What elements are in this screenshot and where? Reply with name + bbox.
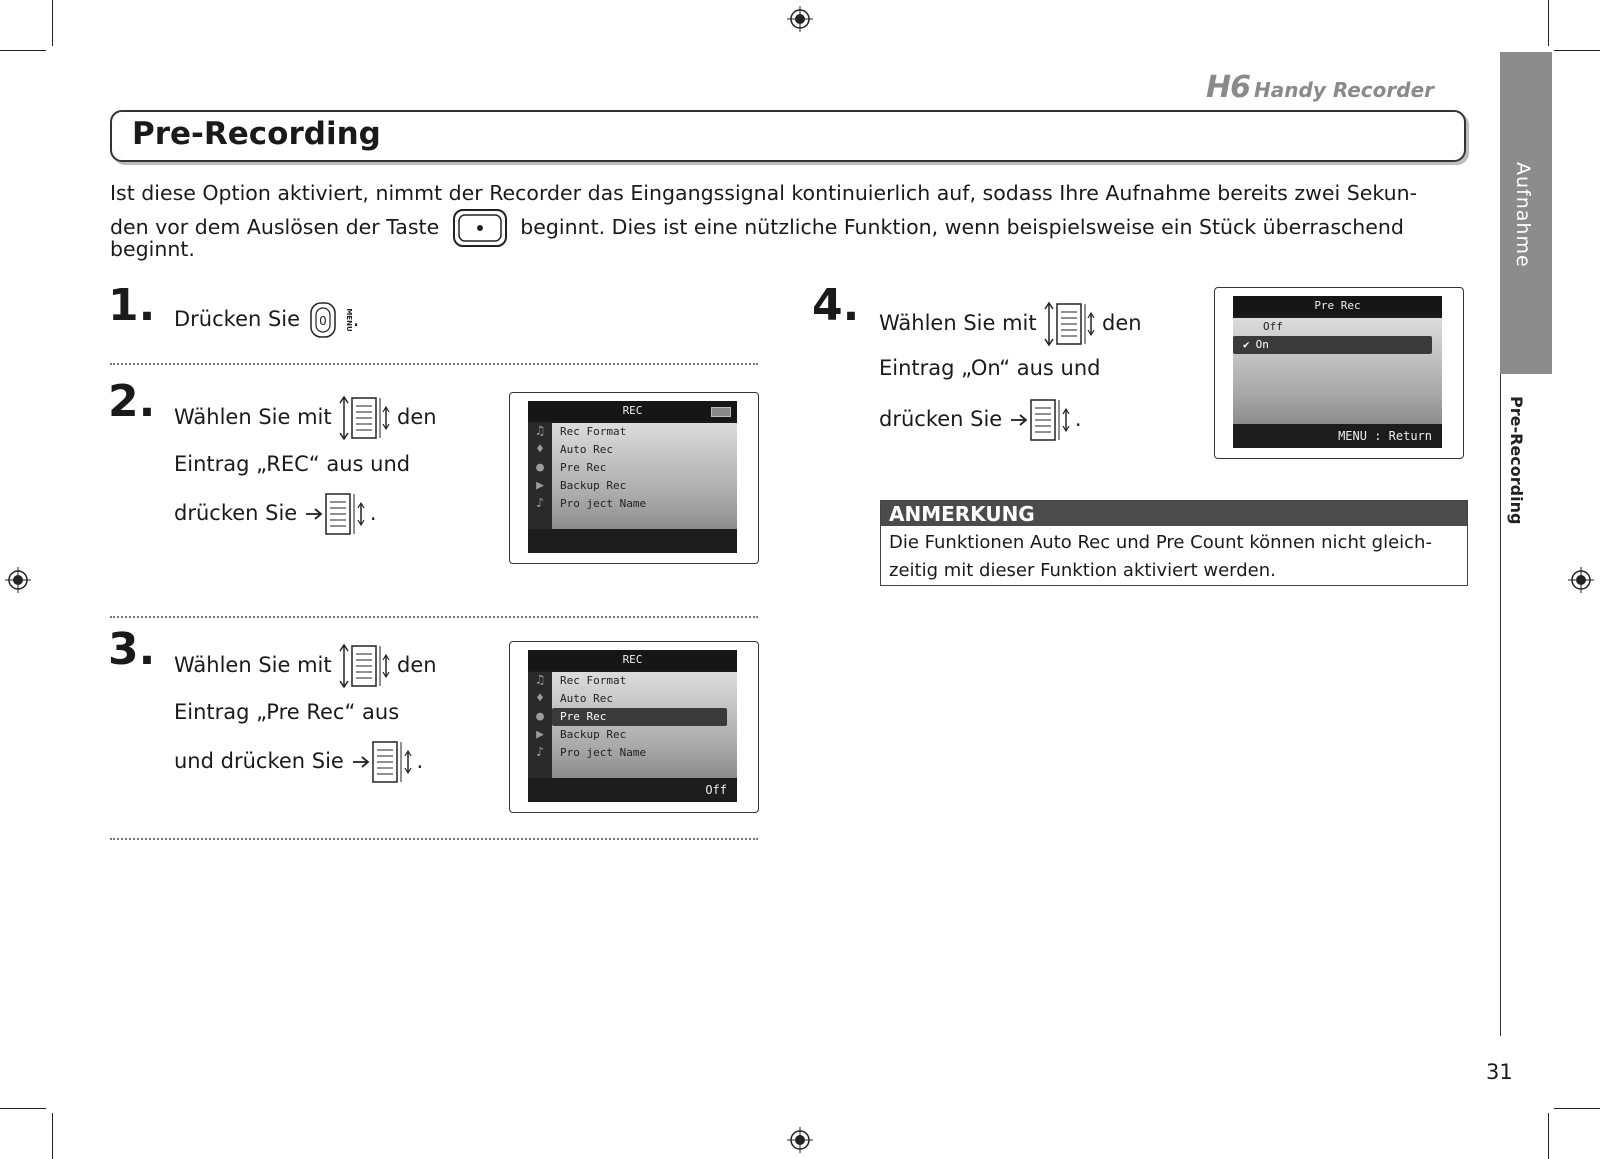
step-1-line-1: Drücken Sie [174, 307, 301, 331]
intro-line-2b: beginnt. Dies ist eine nützliche Funktion, wenn beispielsweise ein Stück überraschend [520, 215, 1404, 239]
battery-icon [711, 407, 731, 417]
step-2-line-1 [174, 394, 437, 442]
play-icon: ▶ [536, 727, 544, 742]
step-1-number: 1. [108, 280, 156, 331]
step-2-text-d: . [369, 501, 377, 525]
push-wheel-icon [351, 738, 417, 786]
note-text [889, 529, 1461, 585]
lcd-frame-step-2 [509, 392, 759, 564]
lcd-frame-step-3 [509, 641, 759, 813]
lcd-menu-item[interactable]: Auto Rec [560, 443, 613, 456]
lcd-screen [528, 401, 737, 553]
lcd-screen [528, 650, 737, 802]
lcd-menu-item[interactable]: Backup Rec [560, 728, 627, 741]
step-2-line-2: Eintrag „REC“ aus und [174, 452, 411, 476]
intro-line-1: Ist diese Option aktiviert, nimmt der Recorder das Eingangssignal kontinuierlich auf, sodass Ihre Aufnahme bereits zwei Sekun- [110, 181, 1417, 205]
step-4-number: 4. [812, 280, 860, 331]
intro-line-2a: den vor dem Auslösen der Taste [110, 215, 440, 239]
lcd-menu-item[interactable]: Rec Format [560, 425, 627, 438]
step-1-text [174, 300, 359, 340]
step-3-text-b: den [397, 653, 437, 677]
step-3-number: 3. [108, 624, 156, 675]
side-rule [1500, 374, 1501, 1036]
product-header [1206, 70, 1434, 105]
lcd-side-icons [528, 672, 552, 778]
lcd-header: REC [528, 401, 737, 421]
lcd-footer: Off [705, 783, 727, 797]
step-3-text-d: . [416, 749, 424, 773]
note-line-2: zeitig mit dieser Funktion aktiviert werden. [889, 560, 1276, 581]
step-4-text-b: den [1102, 311, 1142, 335]
crop-mark [1548, 1113, 1549, 1159]
lcd-option-on-selected[interactable] [1233, 336, 1432, 354]
crop-mark [0, 1108, 46, 1109]
lcd-menu-list [552, 423, 737, 529]
scroll-wheel-icon [338, 642, 390, 690]
current-topic-label: Pre-Recording [1507, 396, 1526, 525]
folder-icon: ♫ [536, 673, 544, 688]
step-2-text-b: den [397, 405, 437, 429]
lcd-header: REC [528, 650, 737, 670]
section-tab-label: Aufnahme [1512, 162, 1534, 268]
crop-mark [52, 1113, 53, 1159]
note-box [880, 500, 1468, 586]
lcd-menu-item[interactable]: Pro ject Name [560, 497, 647, 510]
step-2-line-3 [174, 490, 377, 538]
lcd-option-list [1233, 318, 1442, 424]
intro-line-3: beginnt. [110, 237, 195, 261]
step-divider [110, 363, 758, 365]
step-4-text-c: drücken Sie [879, 407, 1003, 431]
lcd-menu-item[interactable]: Backup Rec [560, 479, 627, 492]
lcd-header: Pre Rec [1233, 296, 1442, 316]
lcd-screen [1233, 296, 1442, 448]
music-file-icon: ♪ [536, 745, 544, 760]
svg-text:0: 0 [318, 314, 327, 328]
step-4-line-1 [879, 300, 1142, 348]
record-icon: ● [536, 709, 544, 724]
lcd-menu-item-selected[interactable]: Pre Rec [552, 708, 727, 726]
music-file-icon: ♪ [536, 496, 544, 511]
lcd-footer [528, 529, 737, 553]
crop-mark [52, 0, 53, 46]
registration-mark-icon [787, 1127, 813, 1153]
menu-label: MENU [344, 308, 353, 332]
option-label: On [1255, 338, 1269, 351]
registration-mark-icon [5, 567, 31, 593]
lcd-menu-item[interactable]: Rec Format [560, 674, 627, 687]
step-3-line-1 [174, 642, 437, 690]
checkmark-icon: ✔ [1243, 338, 1250, 351]
page-title: Pre-Recording [132, 116, 381, 152]
crop-mark [0, 50, 46, 51]
push-wheel-icon [1009, 396, 1075, 444]
crop-mark [1554, 1108, 1600, 1109]
lcd-side-icons [528, 423, 552, 529]
lcd-menu-item[interactable]: Pre Rec [560, 461, 607, 474]
registration-mark-icon [787, 6, 813, 32]
registration-mark-icon [1568, 567, 1594, 593]
step-3-line-2: Eintrag „Pre Rec“ aus [174, 700, 400, 724]
step-4-line-3 [879, 396, 1082, 444]
crop-mark [1548, 0, 1549, 46]
crop-mark [1554, 50, 1600, 51]
step-2-text-a: Wählen Sie mit [174, 405, 332, 429]
intro-line-2 [110, 208, 1404, 248]
product-name: Handy Recorder [1254, 78, 1434, 102]
step-2-text-c: drücken Sie [174, 501, 298, 525]
page-number: 31 [1486, 1060, 1513, 1084]
scroll-wheel-icon [338, 394, 390, 442]
lcd-menu-list [552, 672, 737, 778]
lcd-frame-step-4 [1214, 287, 1464, 459]
title-box [110, 110, 1466, 162]
folder-icon: ♫ [536, 424, 544, 439]
step-1-line-2: . [352, 307, 360, 331]
note-heading: ANMERKUNG [881, 501, 1467, 526]
product-model: H6 [1206, 70, 1251, 105]
section-tab[interactable] [1500, 52, 1552, 374]
mic-icon: ♦ [536, 691, 544, 706]
record-button-icon [452, 208, 508, 248]
mic-icon: ♦ [536, 442, 544, 457]
step-divider [110, 838, 758, 840]
lcd-footer: MENU : Return [1233, 424, 1442, 448]
step-3-text-c: und drücken Sie [174, 749, 344, 773]
record-icon: ● [536, 460, 544, 475]
step-3-line-3 [174, 738, 423, 786]
lcd-menu-item[interactable]: Auto Rec [560, 692, 613, 705]
note-line-1: Die Funktionen Auto Rec und Pre Count können nicht gleich- [889, 532, 1432, 553]
step-2-number: 2. [108, 376, 156, 427]
scroll-wheel-icon [1043, 300, 1095, 348]
option-label: Off [1263, 320, 1283, 333]
lcd-menu-item[interactable]: Pro ject Name [560, 746, 647, 759]
step-4-line-2: Eintrag „On“ aus und [879, 356, 1101, 380]
step-divider [110, 616, 758, 618]
push-wheel-icon [304, 490, 370, 538]
play-icon: ▶ [536, 478, 544, 493]
menu-button-icon [307, 300, 353, 340]
step-4-text-a: Wählen Sie mit [879, 311, 1037, 335]
step-3-text-a: Wählen Sie mit [174, 653, 332, 677]
step-4-text-d: . [1074, 407, 1082, 431]
lcd-option-off[interactable] [1233, 318, 1442, 336]
